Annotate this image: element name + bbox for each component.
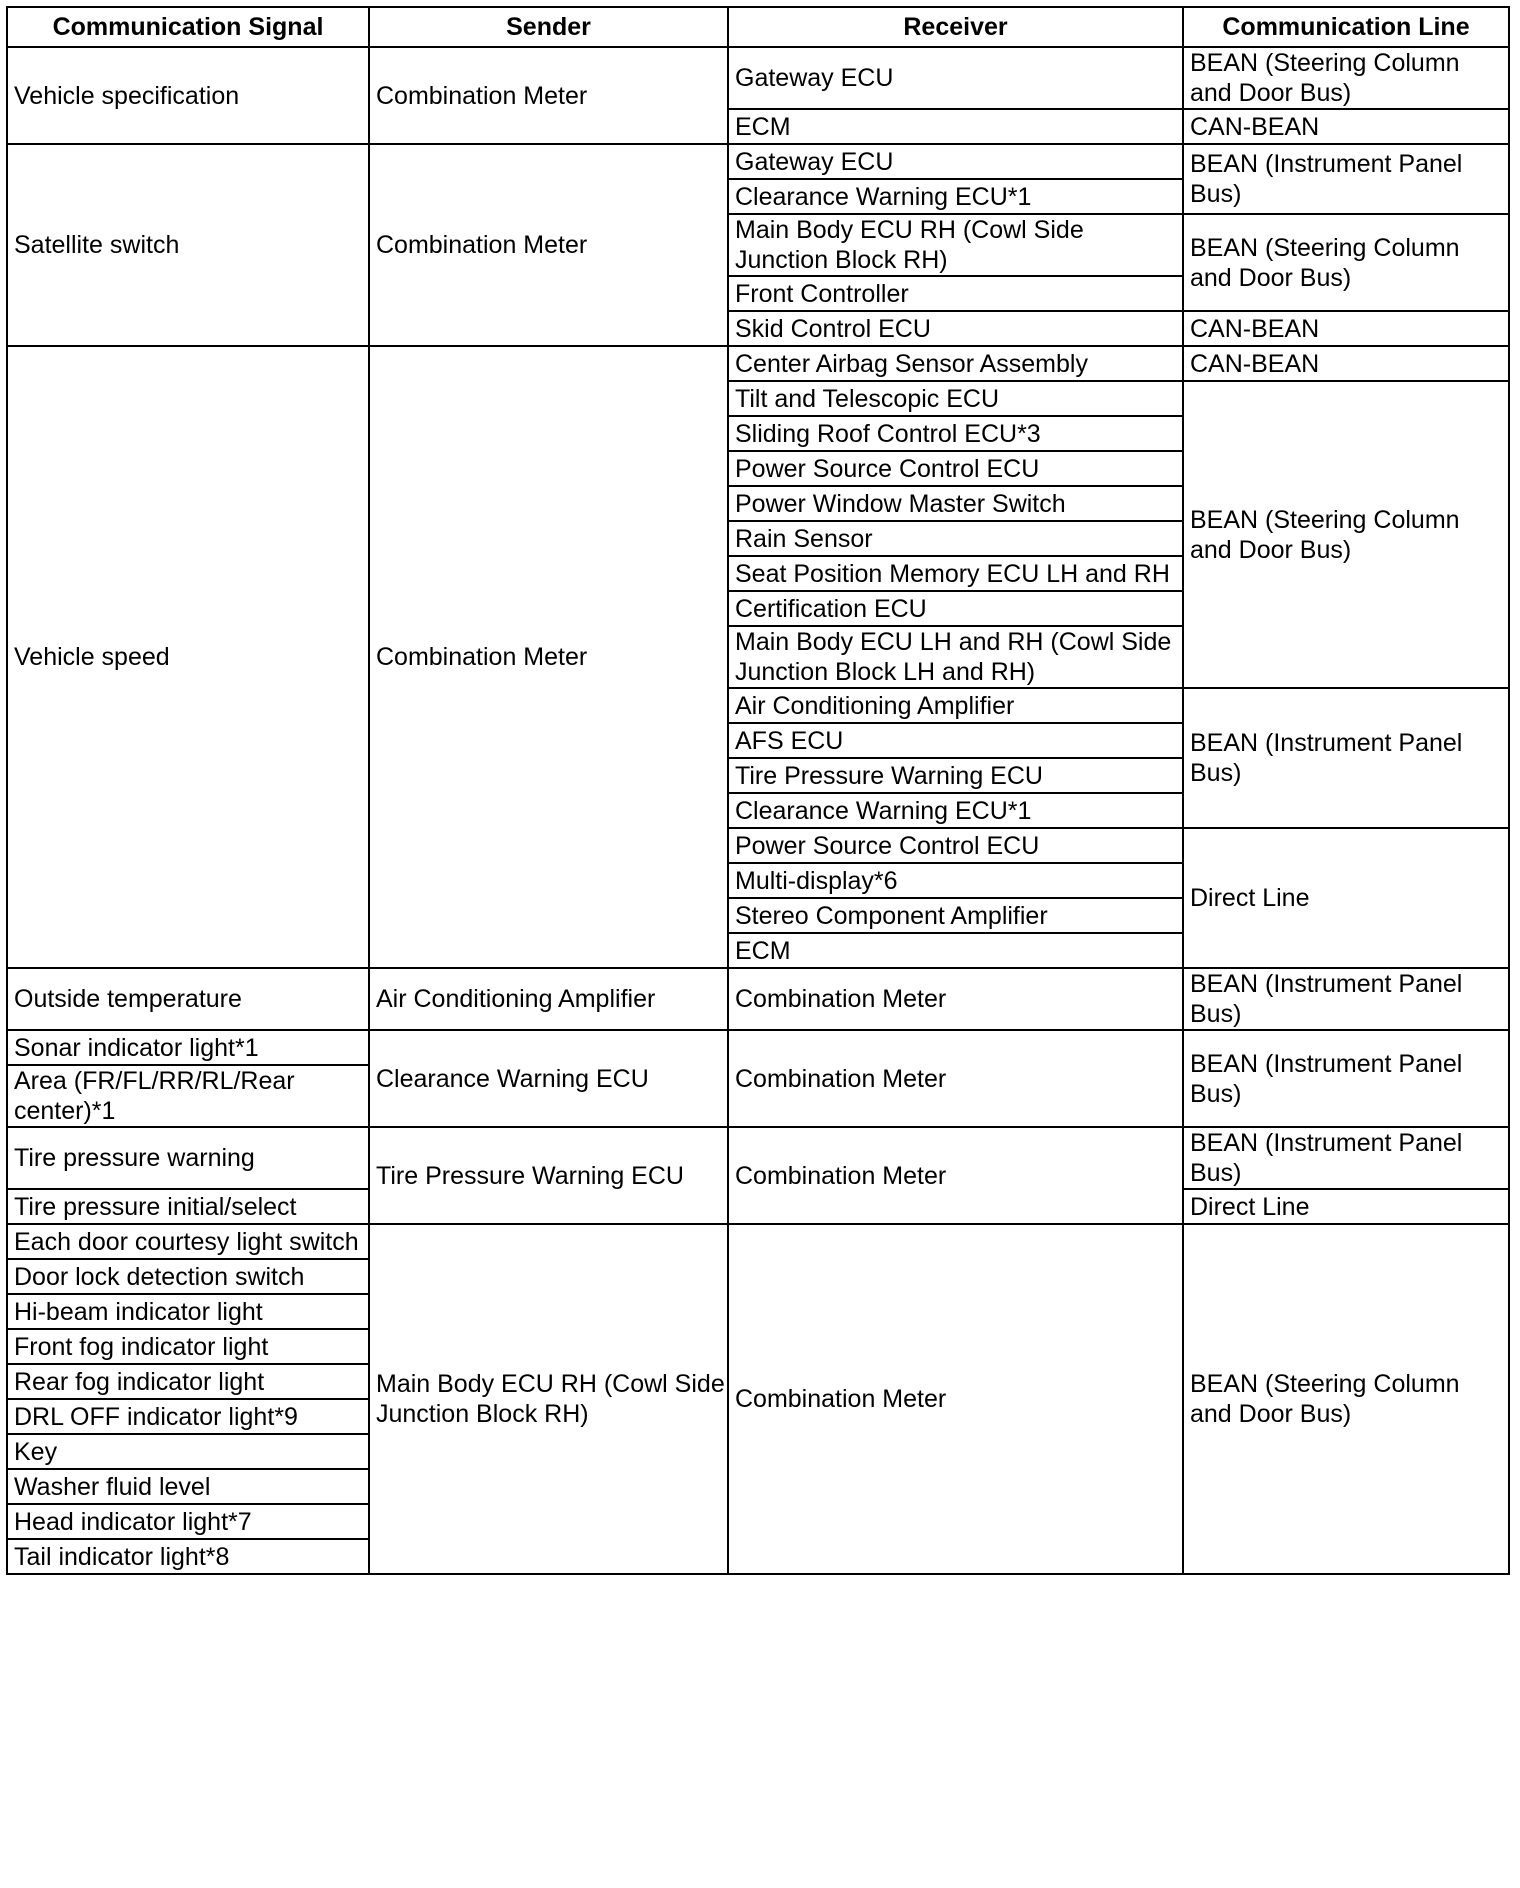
communication-line-cell: BEAN (Instrument Panel Bus)	[1183, 968, 1509, 1030]
receiver-cell: Power Source Control ECU	[728, 451, 1183, 486]
table-row	[7, 144, 1509, 179]
header-sender: Sender	[369, 7, 728, 47]
table-row	[7, 1030, 1509, 1065]
signal-cell: Vehicle specification	[7, 47, 369, 144]
table-body	[7, 47, 1509, 1574]
table-row	[7, 47, 1509, 109]
receiver-cell: Air Conditioning Amplifier	[728, 688, 1183, 723]
receiver-cell: ECM	[728, 109, 1183, 144]
receiver-cell: Clearance Warning ECU*1	[728, 179, 1183, 214]
signal-cell: Each door courtesy light switch	[7, 1224, 369, 1259]
receiver-cell: Rain Sensor	[728, 521, 1183, 556]
sender-cell: Combination Meter	[369, 346, 728, 968]
receiver-cell: Combination Meter	[728, 1127, 1183, 1224]
communication-line-cell: Direct Line	[1183, 1189, 1509, 1224]
communication-line-cell: BEAN (Steering Column and Door Bus)	[1183, 214, 1509, 311]
receiver-cell: Tilt and Telescopic ECU	[728, 381, 1183, 416]
signal-cell: Outside temperature	[7, 968, 369, 1030]
receiver-cell: Combination Meter	[728, 968, 1183, 1030]
receiver-cell: Main Body ECU LH and RH (Cowl Side Junction Block LH and RH)	[728, 626, 1183, 688]
receiver-cell: Combination Meter	[728, 1030, 1183, 1127]
communication-line-cell: BEAN (Instrument Panel Bus)	[1183, 688, 1509, 828]
signal-cell: Door lock detection switch	[7, 1259, 369, 1294]
signal-cell: Area (FR/FL/RR/RL/Rear center)*1	[7, 1065, 369, 1127]
header-row	[7, 7, 1509, 47]
sender-cell: Combination Meter	[369, 144, 728, 346]
header-receiver: Receiver	[728, 7, 1183, 47]
header-communication-line: Communication Line	[1183, 7, 1509, 47]
receiver-cell: AFS ECU	[728, 723, 1183, 758]
receiver-cell: Clearance Warning ECU*1	[728, 793, 1183, 828]
signal-cell: Tire pressure warning	[7, 1127, 369, 1189]
sender-cell: Combination Meter	[369, 47, 728, 144]
signal-cell: Satellite switch	[7, 144, 369, 346]
signal-cell: Key	[7, 1434, 369, 1469]
communication-line-cell: CAN-BEAN	[1183, 311, 1509, 346]
signal-cell: Hi-beam indicator light	[7, 1294, 369, 1329]
receiver-cell: Sliding Roof Control ECU*3	[728, 416, 1183, 451]
signal-cell: Vehicle speed	[7, 346, 369, 968]
receiver-cell: Skid Control ECU	[728, 311, 1183, 346]
table-row	[7, 1127, 1509, 1189]
communication-line-cell: BEAN (Steering Column and Door Bus)	[1183, 381, 1509, 688]
communication-line-cell: CAN-BEAN	[1183, 346, 1509, 381]
receiver-cell: Gateway ECU	[728, 47, 1183, 109]
communication-line-cell: BEAN (Steering Column and Door Bus)	[1183, 1224, 1509, 1574]
receiver-cell: Tire Pressure Warning ECU	[728, 758, 1183, 793]
receiver-cell: ECM	[728, 933, 1183, 968]
table-row	[7, 968, 1509, 1030]
receiver-cell: Combination Meter	[728, 1224, 1183, 1574]
table-row	[7, 346, 1509, 381]
communication-line-cell: BEAN (Instrument Panel Bus)	[1183, 1127, 1509, 1189]
sender-cell: Clearance Warning ECU	[369, 1030, 728, 1127]
signal-cell: Head indicator light*7	[7, 1504, 369, 1539]
receiver-cell: Seat Position Memory ECU LH and RH	[728, 556, 1183, 591]
receiver-cell: Center Airbag Sensor Assembly	[728, 346, 1183, 381]
receiver-cell: Certification ECU	[728, 591, 1183, 626]
receiver-cell: Gateway ECU	[728, 144, 1183, 179]
receiver-cell: Front Controller	[728, 276, 1183, 311]
receiver-cell: Stereo Component Amplifier	[728, 898, 1183, 933]
receiver-cell: Main Body ECU RH (Cowl Side Junction Block RH)	[728, 214, 1183, 276]
sender-cell: Tire Pressure Warning ECU	[369, 1127, 728, 1224]
signal-cell: Rear fog indicator light	[7, 1364, 369, 1399]
communication-line-cell: BEAN (Steering Column and Door Bus)	[1183, 47, 1509, 109]
sender-cell: Main Body ECU RH (Cowl Side Junction Block RH)	[369, 1224, 728, 1574]
receiver-cell: Power Source Control ECU	[728, 828, 1183, 863]
signal-cell: DRL OFF indicator light*9	[7, 1399, 369, 1434]
table-row	[7, 1224, 1509, 1259]
communication-line-cell: CAN-BEAN	[1183, 109, 1509, 144]
communication-line-cell: Direct Line	[1183, 828, 1509, 968]
communication-table	[6, 6, 1510, 1575]
signal-cell: Front fog indicator light	[7, 1329, 369, 1364]
receiver-cell: Power Window Master Switch	[728, 486, 1183, 521]
communication-line-cell: BEAN (Instrument Panel Bus)	[1183, 144, 1509, 214]
signal-cell: Washer fluid level	[7, 1469, 369, 1504]
receiver-cell: Multi-display*6	[728, 863, 1183, 898]
signal-cell: Tire pressure initial/select	[7, 1189, 369, 1224]
communication-line-cell: BEAN (Instrument Panel Bus)	[1183, 1030, 1509, 1127]
header-communication-signal: Communication Signal	[7, 7, 369, 47]
signal-cell: Sonar indicator light*1	[7, 1030, 369, 1065]
signal-cell: Tail indicator light*8	[7, 1539, 369, 1574]
sender-cell: Air Conditioning Amplifier	[369, 968, 728, 1030]
